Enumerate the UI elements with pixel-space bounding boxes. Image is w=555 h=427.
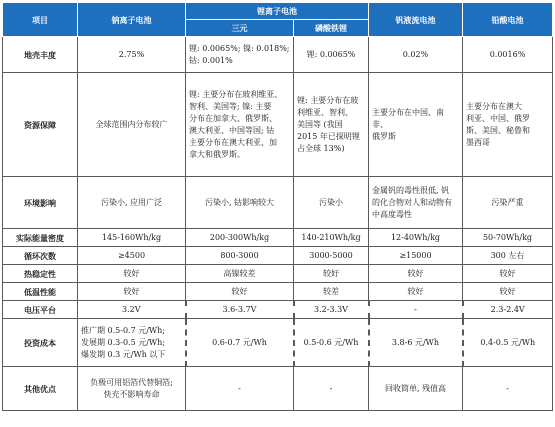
- cell-lfp: 锂: 0.0065%: [294, 37, 369, 73]
- cell-lead: 300 左右: [463, 247, 553, 265]
- table-row: [3, 265, 553, 283]
- cell-sodium: ≥4500: [78, 247, 186, 265]
- cell-vanadium: 金属钒的毒性很低, 钒 的化合物对人和动物有 中高度毒性: [369, 177, 463, 229]
- cell-lfp: -: [294, 367, 369, 411]
- battery-comparison-table: [2, 2, 553, 411]
- cell-ternary: 200-300Wh/kg: [186, 229, 294, 247]
- cell-lfp: 3.2-3.3V: [294, 301, 369, 319]
- header-lfp: 磷酸铁锂: [294, 20, 369, 37]
- row-label: 电压平台: [3, 301, 78, 319]
- row-label: 实际能量密度: [3, 229, 78, 247]
- cell-sodium: 负极可用铝箔代替铜箔; 快充不影响寿命: [78, 367, 186, 411]
- header-ternary: 三元: [186, 20, 294, 37]
- cell-ternary: 污染小, 钴影响较大: [186, 177, 294, 229]
- cell-sodium: 污染小, 应用广泛: [78, 177, 186, 229]
- cell-lead: 较好: [463, 265, 553, 283]
- row-label: 资源保障: [3, 73, 78, 177]
- row-label: 其他优点: [3, 367, 78, 411]
- cell-lfp: 3000-5000: [294, 247, 369, 265]
- cell-ternary: 800-3000: [186, 247, 294, 265]
- table-row: [3, 73, 553, 177]
- table-row: [3, 177, 553, 229]
- cell-ternary: 3.6-3.7V: [186, 301, 294, 319]
- header-lithium: 锂离子电池: [186, 3, 369, 20]
- cell-lead: -: [463, 367, 553, 411]
- cell-vanadium: -: [369, 301, 463, 319]
- cell-lfp: 0.5-0.6 元/Wh: [294, 319, 369, 367]
- cell-vanadium: ≥15000: [369, 247, 463, 265]
- row-label: 环境影响: [3, 177, 78, 229]
- table-row: [3, 247, 553, 265]
- cell-lead: 2.3-2.4V: [463, 301, 553, 319]
- cell-ternary: 较好: [186, 283, 294, 301]
- header-vanadium: 钒液流电池: [369, 3, 463, 37]
- table-row: [3, 367, 553, 411]
- cell-lfp: 较差: [294, 283, 369, 301]
- comparison-table-container: [2, 2, 552, 425]
- table-row: [3, 229, 553, 247]
- cell-vanadium: 较好: [369, 265, 463, 283]
- cell-sodium: 较好: [78, 265, 186, 283]
- header-item: 项目: [3, 3, 78, 37]
- cell-ternary: -: [186, 367, 294, 411]
- cell-lead: 0.4-0.5 元/Wh: [463, 319, 553, 367]
- cell-sodium: 推广期 0.5-0.7 元/Wh; 发展期 0.3-0.5 元/Wh; 爆发期 0.3 元/Wh 以下: [78, 319, 186, 367]
- cell-lfp: 锂: 主要分布在玻 利维亚、智利、 美国等 (我国 2015 年已探明锂 占全球 13%): [294, 73, 369, 177]
- cell-ternary: 0.6-0.7 元/Wh: [186, 319, 294, 367]
- cell-lfp: 污染小: [294, 177, 369, 229]
- cell-ternary: 锂: 0.0065%; 镍: 0.018%; 钴: 0.001%: [186, 37, 294, 73]
- cell-vanadium: 较好: [369, 283, 463, 301]
- cell-lfp: 较好: [294, 265, 369, 283]
- cell-sodium: 3.2V: [78, 301, 186, 319]
- row-label: 低温性能: [3, 283, 78, 301]
- cell-lead: 污染严重: [463, 177, 553, 229]
- header-sodium: 钠离子电池: [78, 3, 186, 37]
- cell-vanadium: 回收简单, 残值高: [369, 367, 463, 411]
- table-row: [3, 319, 553, 367]
- header-lead: 铅酸电池: [463, 3, 553, 37]
- cell-sodium: 较好: [78, 283, 186, 301]
- cell-lead: 0.0016%: [463, 37, 553, 73]
- cell-vanadium: 12-40Wh/kg: [369, 229, 463, 247]
- table-row: [3, 283, 553, 301]
- table-row: [3, 301, 553, 319]
- row-label: 地壳丰度: [3, 37, 78, 73]
- cell-sodium: 145-160Wh/kg: [78, 229, 186, 247]
- cell-lead: 主要分布在澳大 利亚、中国、俄罗 斯、美国、秘鲁和 墨西哥: [463, 73, 553, 177]
- cell-lfp: 140-210Wh/kg: [294, 229, 369, 247]
- cell-lead: 较好: [463, 283, 553, 301]
- cell-ternary: 高镍较差: [186, 265, 294, 283]
- cell-ternary: 锂: 主要分布在玻利维亚、 智利、美国等; 镍: 主要 分布在加拿大、俄罗斯、 澳大利亚、中国等国; 钴 主要分布在澳大利亚、加 拿大和俄罗斯。: [186, 73, 294, 177]
- cell-sodium: 全球范围内分布较广: [78, 73, 186, 177]
- cell-vanadium: 0.02%: [369, 37, 463, 73]
- row-label: 循环次数: [3, 247, 78, 265]
- cell-vanadium: 主要分布在中国、南非、 俄罗斯: [369, 73, 463, 177]
- row-label: 热稳定性: [3, 265, 78, 283]
- cell-vanadium: 3.8-6 元/Wh: [369, 319, 463, 367]
- cell-sodium: 2.75%: [78, 37, 186, 73]
- table-row: [3, 37, 553, 73]
- cell-lead: 50-70Wh/kg: [463, 229, 553, 247]
- row-label: 投资成本: [3, 319, 78, 367]
